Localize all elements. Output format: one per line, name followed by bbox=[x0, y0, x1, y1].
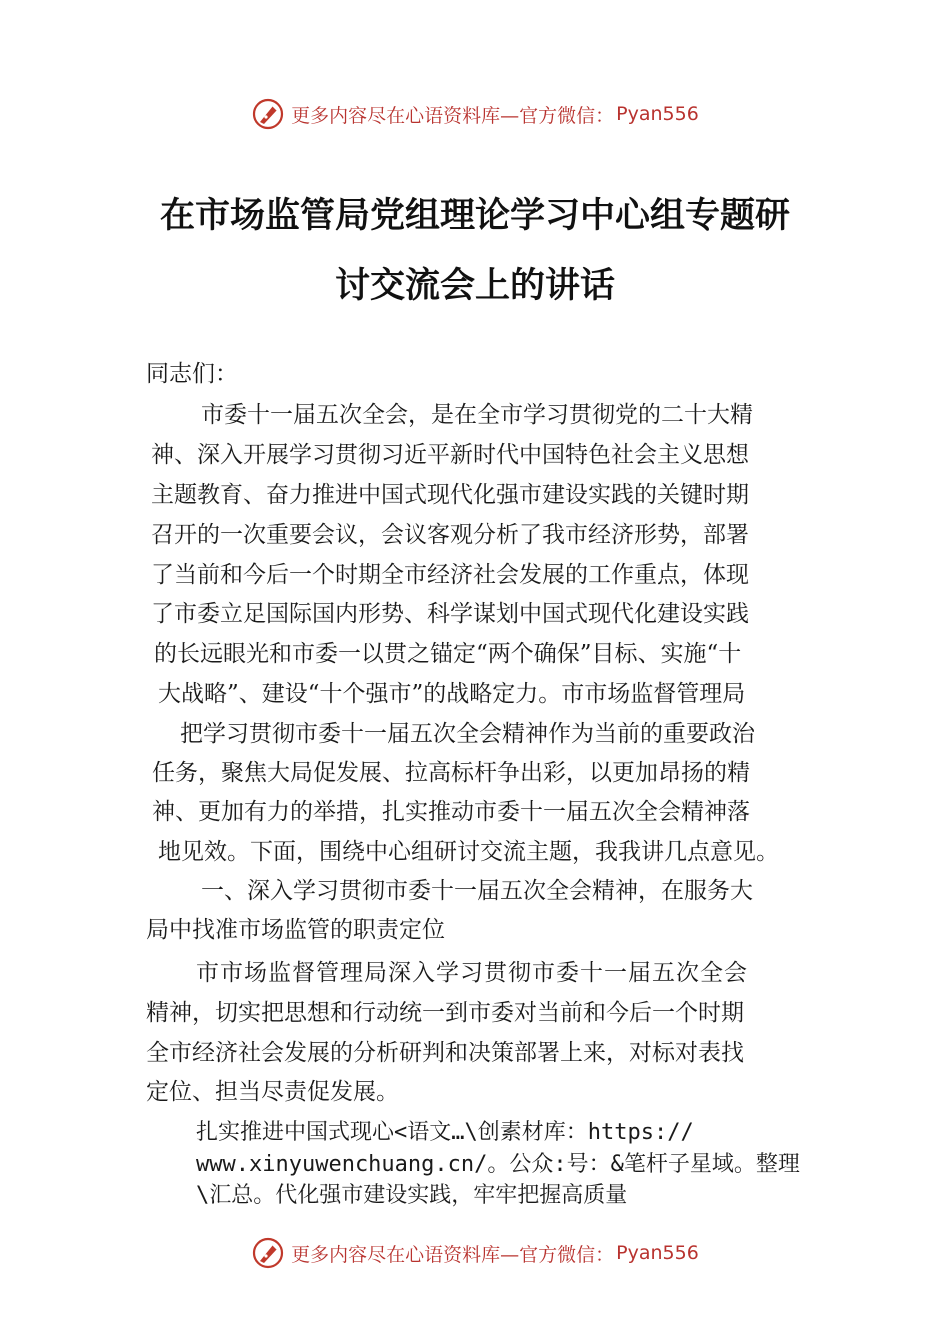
banner-text: 更多内容尽在心语资料库—官方微信： bbox=[291, 1243, 615, 1266]
body-line: 主题教育、奋力推进中国式现代化强市建设实践的关键时期 bbox=[151, 482, 749, 508]
body-line: 精神，切实把思想和行动统一到市委对当前和今后一个时期 bbox=[146, 1000, 744, 1026]
banner-wechat-id: Pyan556 bbox=[616, 1242, 699, 1264]
body-line: 神、深入开展学习贯彻习近平新时代中国特色社会主义思想 bbox=[151, 442, 749, 468]
body-line: 的长远眼光和市委一以贯之锚定“两个确保”目标、实施“十 bbox=[154, 641, 742, 667]
pen-nib-logo-icon bbox=[251, 97, 285, 131]
document-title-line-1: 在市场监管局党组理论学习中心组专题研 bbox=[159, 195, 790, 236]
body-line: 把学习贯彻市委十一届五次全会精神作为当前的重要政治 bbox=[180, 721, 755, 747]
body-line: 召开的一次重要会议，会议客观分析了我市经济形势，部署 bbox=[151, 522, 749, 548]
body-line: 了市委立足国际国内形势、科学谋划中国式现代化建设实践 bbox=[151, 601, 749, 627]
pen-nib-logo-icon bbox=[251, 1236, 285, 1270]
watermark-line: www.xinyuwenchuang.cn/。公众:号：&笔杆子星域。整理 bbox=[196, 1152, 800, 1177]
banner-wechat-id: Pyan556 bbox=[616, 103, 699, 125]
body-line: 全市经济社会发展的分析研判和决策部署上来，对标对表找 bbox=[146, 1040, 744, 1066]
section-heading-line: 局中找准市场监管的职责定位 bbox=[146, 917, 445, 943]
header-watermark-banner bbox=[0, 94, 950, 134]
document-title-line-2: 讨交流会上的讲话 bbox=[334, 265, 615, 306]
footer-watermark-banner bbox=[0, 1233, 950, 1273]
body-line: 定位、担当尽责促发展。 bbox=[146, 1079, 399, 1105]
body-line: 市市场监督管理局深入学习贯彻市委十一届五次全会 bbox=[196, 960, 748, 986]
watermark-line: 扎实推进中国式现心<语文…\创素材库：https:// bbox=[196, 1120, 694, 1145]
section-heading-line: 一、深入学习贯彻市委十一届五次全会精神，在服务大 bbox=[201, 878, 753, 904]
banner-text: 更多内容尽在心语资料库—官方微信： bbox=[291, 104, 615, 127]
watermark-line: \汇总。代化强市建设实践，牢牢把握高质量 bbox=[196, 1183, 628, 1208]
body-line: 大战略”、建设“十个强市”的战略定力。市市场监督管理局 bbox=[158, 681, 746, 707]
body-line: 任务，聚焦大局促发展、拉高标杆争出彩，以更加昂扬的精 bbox=[152, 760, 750, 786]
body-line: 神、更加有力的举措，扎实推动市委十一届五次全会精神落 bbox=[152, 799, 750, 825]
body-line: 地见效。下面，围绕中心组研讨交流主题，我我讲几点意见。 bbox=[158, 839, 779, 865]
greeting: 同志们： bbox=[146, 361, 238, 387]
body-line: 市委十一届五次全会，是在全市学习贯彻党的二十大精 bbox=[201, 402, 753, 428]
body-line: 了当前和今后一个时期全市经济社会发展的工作重点，体现 bbox=[151, 562, 749, 588]
